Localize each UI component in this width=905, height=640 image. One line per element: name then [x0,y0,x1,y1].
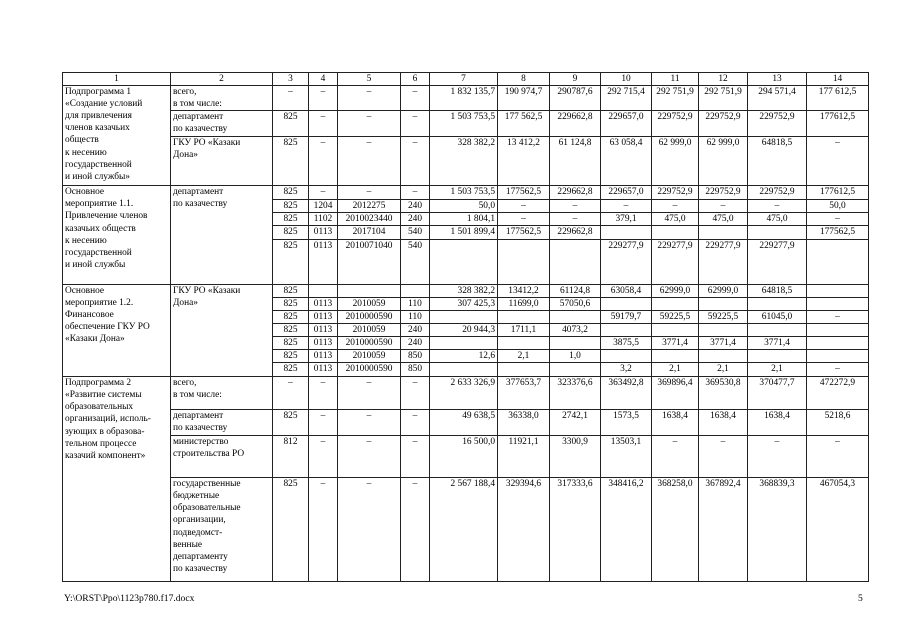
table-cell: 177 612,5 [807,86,869,111]
table-cell: 2,1 [699,363,748,377]
table-cell [699,297,748,310]
table-cell: 50,0 [430,200,498,213]
footer-file-path: Y:\ORST\Ppo\1123p780.f17.docx [64,593,195,604]
table-cell [699,350,748,363]
table-cell: 229662,8 [550,111,601,137]
table-cell: 1 503 753,5 [430,111,498,137]
table-cell: 240 [401,213,430,226]
table-cell: департамент по казачеству [171,186,273,284]
table-cell: 3771,4 [699,336,748,349]
header-cell: 1 [63,73,171,86]
table-cell: – [652,436,699,478]
table-cell: – [699,436,748,478]
table-cell [652,323,699,336]
table-cell: 1711,1 [498,323,550,336]
table-cell: 294 571,4 [748,86,807,111]
table-cell: 61 124,8 [550,137,601,186]
table-cell: 379,1 [601,213,652,226]
table-cell: 110 [401,297,430,310]
table-cell [498,239,550,284]
table-cell: 3300,9 [550,436,601,478]
table-cell: ГКУ РО «Казаки Дона» [171,137,273,186]
table-cell: 3771,4 [652,336,699,349]
table-cell: 63058,4 [601,284,652,297]
table-cell: всего, в том числе: [171,86,273,111]
header-cell: 5 [338,73,401,86]
table-cell [601,350,652,363]
table-cell: 13503,1 [601,436,652,478]
table-cell: 240 [401,200,430,213]
table-cell: 12,6 [430,350,498,363]
table-cell: – [498,213,550,226]
table-cell [498,310,550,323]
table-cell: 850 [401,350,430,363]
table-cell: – [338,377,401,410]
table-body [63,86,869,582]
table-cell [401,284,430,297]
table-cell: 475,0 [699,213,748,226]
table-cell [601,226,652,239]
table-cell: 1 503 753,5 [430,186,498,200]
table-cell: 177562,5 [498,226,550,239]
table-cell [430,363,498,377]
table-cell: 62999,0 [652,284,699,297]
table-cell: 0113 [309,336,338,349]
table-cell: 825 [273,478,309,582]
table-cell: 2,1 [498,350,550,363]
table-row [63,86,869,111]
table-cell: 61045,0 [748,310,807,323]
table-row [63,186,869,200]
table-cell: 2010000590 [338,336,401,349]
table-cell: – [309,111,338,137]
table-cell: 177612,5 [807,111,869,137]
table-cell: 2010000590 [338,363,401,377]
table-cell: 1638,4 [652,410,699,436]
table-cell: 825 [273,410,309,436]
table-cell: 177612,5 [807,186,869,200]
table-cell: 36338,0 [498,410,550,436]
table-cell [807,284,869,297]
header-cell: 12 [699,73,748,86]
table-cell: Основное мероприятие 1.2. Финансовое обеспечение ГКУ РО «Казаки Дона» [63,284,171,377]
table-cell: 2010059 [338,323,401,336]
table-cell: 475,0 [652,213,699,226]
table-cell: – [807,436,869,478]
table-cell [748,226,807,239]
table-cell: 229752,9 [748,186,807,200]
table-cell: 64818,5 [748,284,807,297]
table-cell [550,239,601,284]
table-cell: – [309,436,338,478]
table-cell: – [807,310,869,323]
table-cell: 825 [273,323,309,336]
table-cell: 5218,6 [807,410,869,436]
table-cell: – [338,186,401,200]
table-cell: 59225,5 [699,310,748,323]
table-cell: 2017104 [338,226,401,239]
table-cell: 177 562,5 [498,111,550,137]
table-cell: – [309,137,338,186]
header-cell: 14 [807,73,869,86]
table-cell: 229662,8 [550,186,601,200]
table-cell: 290787,6 [550,86,601,111]
table-cell: 2742,1 [550,410,601,436]
table-cell: 825 [273,297,309,310]
table-cell: 0113 [309,239,338,284]
table-cell: – [401,137,430,186]
table-row [63,137,869,186]
table-cell: – [309,478,338,582]
table-cell [550,310,601,323]
table-cell: 2012275 [338,200,401,213]
table-cell [601,323,652,336]
table-cell: 540 [401,239,430,284]
table-cell [807,323,869,336]
table-cell: 0113 [309,363,338,377]
table-cell: 229277,9 [699,239,748,284]
table-cell [807,239,869,284]
table-cell: – [699,200,748,213]
table-cell: 110 [401,310,430,323]
table-cell: 825 [273,226,309,239]
table-cell: 370477,7 [748,377,807,410]
table-cell: 377653,7 [498,377,550,410]
table-cell: 62 999,0 [652,137,699,186]
header-cell: 8 [498,73,550,86]
table-cell: 825 [273,350,309,363]
table-cell: 0113 [309,310,338,323]
table-cell: 2010023440 [338,213,401,226]
table-cell: – [807,137,869,186]
table-cell: 825 [273,284,309,297]
table-cell: 369530,8 [699,377,748,410]
table-cell: 1573,5 [601,410,652,436]
table-cell: 2010059 [338,297,401,310]
table-cell [652,350,699,363]
table-cell: 240 [401,336,430,349]
table-cell [699,226,748,239]
table-cell: Подпрограмма 1 «Создание условий для привлечения членов казачьих обществ к несению государственной и иной службы» [63,86,171,186]
table-cell: 323376,6 [550,377,601,410]
table-cell [498,363,550,377]
table-cell: 190 974,7 [498,86,550,111]
table-row [63,436,869,478]
table-cell: 229752,9 [699,111,748,137]
table-cell: 1 501 899,4 [430,226,498,239]
budget-table [62,72,869,582]
table-cell [807,336,869,349]
table-cell: 328 382,2 [430,137,498,186]
table-cell: департамент по казачеству [171,111,273,137]
table-cell: 467054,3 [807,478,869,582]
table-cell: 13 412,2 [498,137,550,186]
table-cell [430,310,498,323]
table-cell: 825 [273,363,309,377]
table-cell: – [498,200,550,213]
table-cell: 1102 [309,213,338,226]
table-cell: – [273,86,309,111]
table-cell: 1 804,1 [430,213,498,226]
header-cell: 11 [652,73,699,86]
table-cell: 825 [273,186,309,200]
table-cell: 2 567 188,4 [430,478,498,582]
table-cell [807,350,869,363]
header-cell: 9 [550,73,601,86]
table-cell: 16 500,0 [430,436,498,478]
table-cell: ГКУ РО «Казаки Дона» [171,284,273,377]
table-cell: 0113 [309,350,338,363]
table-cell: – [601,200,652,213]
table-cell: всего, в том числе: [171,377,273,410]
table-cell [748,350,807,363]
table-cell: – [338,410,401,436]
table-cell: 825 [273,310,309,323]
table-cell: 825 [273,137,309,186]
table-cell: 1,0 [550,350,601,363]
table-cell: 329394,6 [498,478,550,582]
table-cell [309,284,338,297]
table-cell: 20 944,3 [430,323,498,336]
table-cell: 540 [401,226,430,239]
table-cell: 2010071040 [338,239,401,284]
table-cell: – [338,436,401,478]
table-cell: 363492,8 [601,377,652,410]
table-cell: 328 382,2 [430,284,498,297]
table-cell: – [401,478,430,582]
table-cell: Подпрограмма 2 «Развитие системы образовательных организаций, исполь- зующих в образова- тельном процессе казачий компонент» [63,377,171,582]
table-row [63,284,869,297]
header-row [63,73,869,86]
header-cell: 6 [401,73,430,86]
table-cell: – [401,410,430,436]
table-cell: – [401,186,430,200]
table-cell: 2,1 [652,363,699,377]
table-cell: – [748,200,807,213]
table-cell: 49 638,5 [430,410,498,436]
table-cell: – [309,377,338,410]
table-cell: 61124,8 [550,284,601,297]
table-cell: – [807,213,869,226]
table-cell [338,284,401,297]
table-cell: – [338,111,401,137]
table-cell: государственные бюджетные образовательные организации, подведомст- венные департаменту по казачеству [171,478,273,582]
table-cell: – [309,86,338,111]
table-cell: 62 999,0 [699,137,748,186]
header-cell: 7 [430,73,498,86]
header-cell: 3 [273,73,309,86]
table-cell: 229657,0 [601,111,652,137]
table-cell: 825 [273,111,309,137]
table-cell: 59225,5 [652,310,699,323]
table-cell: – [401,436,430,478]
table-cell: 240 [401,323,430,336]
table-cell: 229752,9 [699,186,748,200]
table-cell: 4073,2 [550,323,601,336]
table-cell: – [550,213,601,226]
table-row [63,478,869,582]
table-cell: 825 [273,239,309,284]
table-cell: 348416,2 [601,478,652,582]
table-cell: 177562,5 [498,186,550,200]
table-cell: 812 [273,436,309,478]
table-cell [652,297,699,310]
table-cell: 369896,4 [652,377,699,410]
table-cell: 229752,9 [748,111,807,137]
table-cell: 229657,0 [601,186,652,200]
table-cell [652,226,699,239]
table-cell: 317333,6 [550,478,601,582]
header-cell: 2 [171,73,273,86]
table-cell: 11921,1 [498,436,550,478]
table-row [63,111,869,137]
table-cell: 0113 [309,323,338,336]
table-cell: – [338,478,401,582]
table-cell: министерство строительства РО [171,436,273,478]
table-cell: 0113 [309,226,338,239]
table-cell: 1204 [309,200,338,213]
table-cell: 825 [273,213,309,226]
table-row [63,377,869,410]
table-cell [430,336,498,349]
table-cell: – [807,363,869,377]
table-cell [699,323,748,336]
header-cell: 4 [309,73,338,86]
table-cell: 472272,9 [807,377,869,410]
table-cell: 1638,4 [748,410,807,436]
table-cell: – [550,200,601,213]
table-cell: – [401,86,430,111]
table-cell [550,336,601,349]
table-cell: 11699,0 [498,297,550,310]
table-cell: 0113 [309,297,338,310]
table-cell: 368839,3 [748,478,807,582]
table-cell [498,336,550,349]
table-cell: департамент по казачеству [171,410,273,436]
table-cell: 825 [273,336,309,349]
table-cell: 2,1 [748,363,807,377]
table-cell [550,363,601,377]
table-cell: – [748,436,807,478]
table-cell: 3,2 [601,363,652,377]
table-row [63,410,869,436]
table-cell [601,297,652,310]
table-cell: 292 715,4 [601,86,652,111]
table-cell: 307 425,3 [430,297,498,310]
table-cell: 229277,9 [652,239,699,284]
table-cell: 2010059 [338,350,401,363]
table-cell: 825 [273,200,309,213]
header-cell: 10 [601,73,652,86]
table-cell: 229662,8 [550,226,601,239]
table-cell: 292 751,9 [699,86,748,111]
table-cell: 59179,7 [601,310,652,323]
table-cell: 13412,2 [498,284,550,297]
table-cell: 63 058,4 [601,137,652,186]
table-cell: 229277,9 [601,239,652,284]
table-cell: – [309,186,338,200]
table-cell: 229752,9 [652,111,699,137]
table-cell: 177562,5 [807,226,869,239]
table-cell: – [338,86,401,111]
table-cell: 229277,9 [748,239,807,284]
table-cell: 2 633 326,9 [430,377,498,410]
table-cell: 850 [401,363,430,377]
table-cell: 57050,6 [550,297,601,310]
page-number: 5 [858,593,863,604]
table-cell: 475,0 [748,213,807,226]
table-cell: 229752,9 [652,186,699,200]
table-cell: 368258,0 [652,478,699,582]
table-cell: – [401,111,430,137]
table-cell: 62999,0 [699,284,748,297]
table-cell: Основное мероприятие 1.1. Привлечение членов казачьих обществ к несению государственной и иной службы [63,186,171,284]
table-cell: 64818,5 [748,137,807,186]
table-cell [807,297,869,310]
table-cell: – [273,377,309,410]
table-cell: 3771,4 [748,336,807,349]
table-cell: – [338,137,401,186]
header-cell: 13 [748,73,807,86]
table-cell: 292 751,9 [652,86,699,111]
table-cell: 367892,4 [699,478,748,582]
table-cell: – [401,377,430,410]
table-cell: 1 832 135,7 [430,86,498,111]
table-cell: 1638,4 [699,410,748,436]
table-cell: – [652,200,699,213]
table-cell: 3875,5 [601,336,652,349]
table-cell: 2010000590 [338,310,401,323]
table-cell: – [309,410,338,436]
table-cell [748,323,807,336]
table-cell [748,297,807,310]
table-cell: 50,0 [807,200,869,213]
table-cell [430,239,498,284]
